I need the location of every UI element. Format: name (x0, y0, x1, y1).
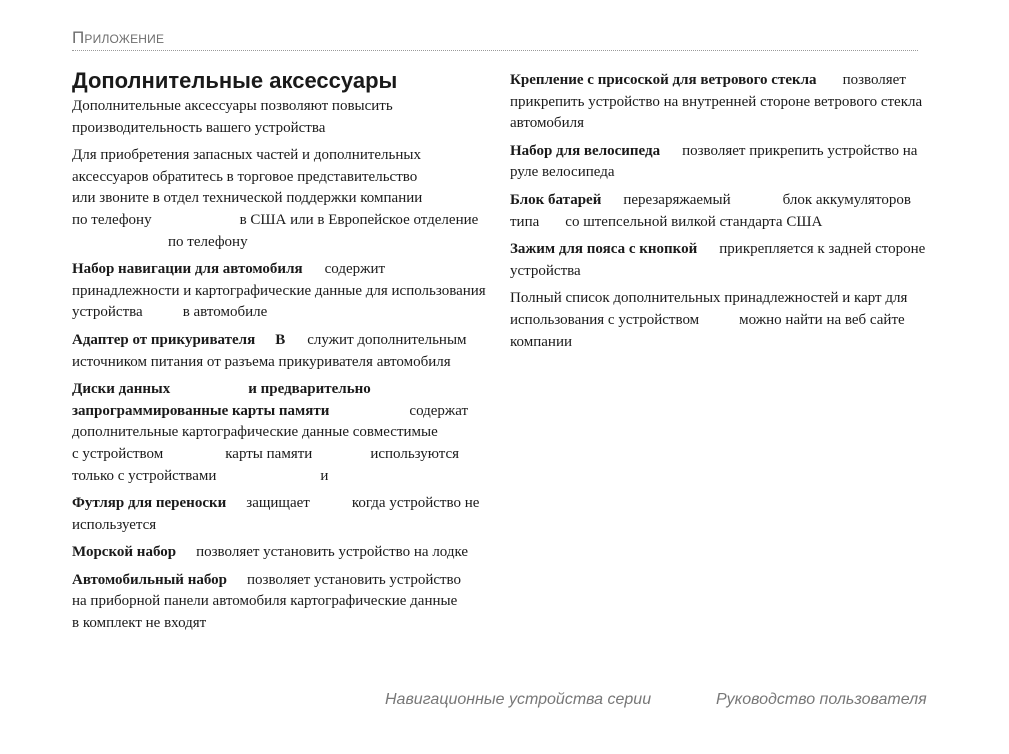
text-fragment: использования с устройством (510, 311, 700, 328)
text-line: источником питания от разъема прикуривателя автомобиля (72, 353, 451, 370)
text-line (72, 401, 482, 423)
text-line (510, 239, 926, 261)
text-line: автомобиля (510, 115, 584, 132)
full-list-note (510, 288, 920, 353)
text-line (72, 570, 482, 592)
text-fragment: используются (370, 445, 460, 462)
text-line: или звоните в отдел технической поддержки компании (72, 190, 423, 207)
accessory-carry-case (72, 493, 482, 536)
text-line (72, 330, 482, 352)
text-fragment: содержат (409, 402, 469, 419)
text-line (510, 190, 920, 212)
text-line: принадлежности и картографические данные для использования (72, 282, 486, 299)
accessory-marine-kit (72, 542, 482, 564)
text-line (72, 259, 482, 281)
text-line (510, 70, 920, 92)
text-line: дополнительные картографические данные совместимые (72, 424, 438, 441)
text-line: компании (510, 333, 572, 350)
text-fragment: позволяет установить устройство (247, 571, 462, 588)
text-line: руле велосипеда (510, 164, 615, 181)
accessory-nav-kit (72, 259, 486, 324)
text-fragment: карты памяти (225, 445, 313, 462)
text-line: на приборной панели автомобиля картографические данные (72, 593, 458, 610)
text-fragment: только с устройствами (72, 467, 217, 484)
text-line: прикрепить устройство на внутренней стороне ветрового стекла (510, 93, 923, 110)
left-column (72, 68, 486, 641)
accessory-name: Зажим для пояса с кнопкой (510, 241, 698, 258)
text-line: в комплект не входят (72, 615, 207, 632)
intro-paragraph (72, 96, 482, 139)
accessory-name: Футляр для переноски (72, 495, 227, 512)
text-fragment: служит дополнительным (307, 331, 467, 348)
text-fragment: и (320, 467, 329, 484)
text-line: устройства (510, 262, 581, 279)
text-fragment: со штепсельной вилкой стандарта США (565, 213, 823, 230)
text-line (510, 310, 920, 332)
footer-manual: Руководство пользователя (716, 691, 927, 708)
text-fragment: в автомобиле (182, 304, 268, 321)
accessory-name: и предварительно (248, 381, 371, 398)
accessory-name: Адаптер от прикуривателя (72, 331, 256, 348)
text-fragment: содержит (324, 261, 386, 278)
text-line (72, 210, 482, 232)
accessory-bike-kit (510, 141, 920, 184)
section-name: Приложение (72, 28, 165, 47)
accessory-name: Блок батарей (510, 191, 602, 208)
accessory-name: запрограммированные карты памяти (72, 402, 330, 419)
text-fragment: в США или в Европейское отделение (239, 211, 479, 228)
accessory-name: Крепление с присоской для ветрового стекла (510, 72, 817, 88)
text-fragment: защищает (246, 495, 310, 512)
text-fragment: позволяет (842, 72, 906, 88)
text-fragment: можно найти на веб сайте (739, 311, 905, 328)
accessory-suction-mount (510, 70, 923, 135)
right-column (510, 70, 926, 359)
accessory-name: Набор навигации для автомобиля (72, 261, 303, 278)
contact-paragraph (72, 145, 482, 253)
text-line (510, 141, 920, 163)
accessory-auto-kit (72, 570, 482, 635)
text-fragment: устройства (72, 304, 143, 321)
accessory-name: Диски данных (72, 381, 171, 398)
text-line (72, 379, 482, 401)
text-fragment: перезаряжаемый (623, 191, 731, 208)
accessory-belt-clip (510, 239, 926, 282)
text-line: аксессуаров обратитесь в торговое представительство (72, 168, 418, 185)
accessory-name: Набор для велосипеда (510, 142, 661, 159)
text-fragment: когда устройство не (351, 495, 480, 512)
text-fragment: позволяет установить устройство на лодке (196, 544, 469, 561)
text-line (72, 493, 482, 515)
text-line (510, 212, 920, 234)
text-fragment: прикрепляется к задней стороне (719, 241, 926, 258)
text-line (72, 542, 482, 564)
text-line (72, 444, 482, 466)
footer-series: Навигационные устройства серии (385, 691, 652, 708)
text-fragment: с устройством (72, 445, 164, 462)
text-line: производительность вашего устройства (72, 119, 326, 136)
text-line: используется (72, 516, 157, 533)
page-title: Дополнительные аксессуары (72, 68, 398, 93)
text-line: Для приобретения запасных частей и дополнительных (72, 147, 421, 164)
text-line (72, 302, 482, 324)
text-fragment: позволяет прикрепить устройство на (682, 142, 918, 159)
voltage-label: В (275, 331, 286, 348)
accessory-adapter (72, 330, 482, 373)
text-fragment: по телефону (72, 211, 152, 228)
text-line: по телефону (168, 233, 248, 250)
text-fragment: типа (510, 213, 540, 230)
text-line (72, 466, 482, 488)
accessory-name: Морской набор (72, 544, 177, 561)
text-fragment: блок аккумуляторов (782, 191, 911, 208)
text-line: Дополнительные аксессуары позволяют повысить (72, 98, 393, 114)
accessory-data-discs (72, 379, 482, 487)
accessory-battery-pack (510, 190, 920, 233)
accessory-name: Автомобильный набор (72, 571, 227, 588)
text-line: Полный список дополнительных принадлежностей и карт для (510, 290, 908, 307)
running-header (72, 28, 918, 51)
